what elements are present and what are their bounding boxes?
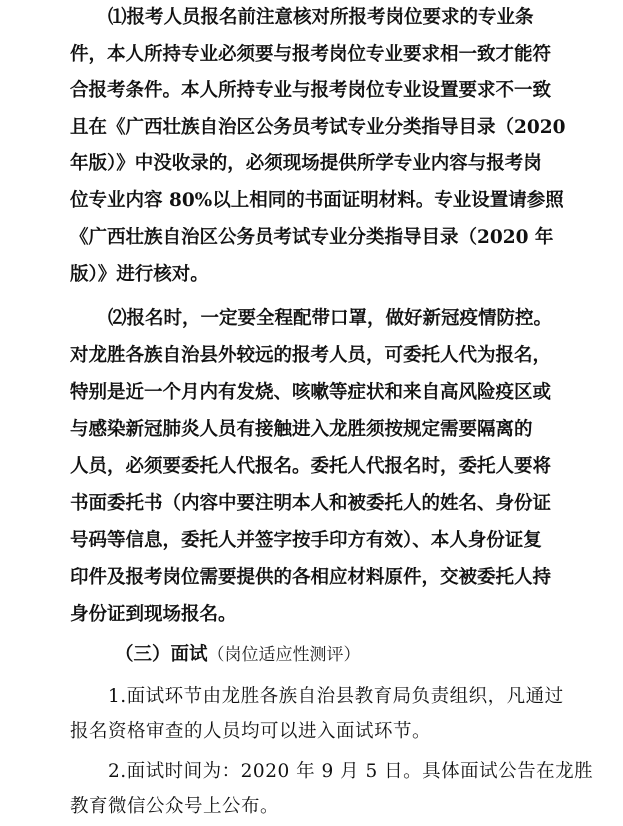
paragraph-2-line-5: 人员，必须要委托人代报名。委托人代报名时，委托人要将 [70,456,552,477]
paragraph-1-line-7: 《广西壮族自治区公务员考试专业分类指导目录（2020 年 [70,227,554,248]
paragraph-2-line-6: 书面委托书（内容中要注明本人和被委托人的姓名、身份证 [70,493,552,514]
paragraph-1-line-5: 年版）》中没收录的，必须现场提供所学专业内容与报考岗 [70,153,542,174]
paragraph-2-line-4: 与感染新冠肺炎人员有接触进入龙胜须按规定需要隔离的 [70,419,533,440]
item-2-line-2: 教育微信公众号上公布。 [70,796,280,817]
item-1-line-2: 报名资格审查的人员均可以进入面试环节。 [70,721,432,742]
section-heading-subtitle: （岗位适应性测评） [207,645,361,665]
paragraph-2-line-7: 号码等信息，委托人并签字按手印方有效）、本人身份证复 [70,530,542,551]
paragraph-2-line-8: 印件及报考岗位需要提供的各相应材料原件，交被委托人持 [70,567,552,588]
paragraph-1-line-8: 版）》进行核对。 [70,264,209,285]
section-heading-title: （三）面试 [115,644,208,665]
paragraph-1-line-1: ⑴报考人员报名前注意核对所报考岗位要求的专业条 [108,7,534,28]
item-2-line-1: 2.面试时间为：2020 年 9 月 5 日。具体面试公告在龙胜 [108,761,594,782]
paragraph-1-line-6: 位专业内容 80%以上相同的书面证明材料。专业设置请参照 [70,190,564,211]
paragraph-1-line-3: 合报考条件。本人所持专业与报考岗位专业设置要求不一致 [70,80,552,101]
paragraph-1-line-2: 件，本人所持专业必须要与报考岗位专业要求相一致才能符 [70,44,552,65]
paragraph-2-line-3: 特别是近一个月内有发烧、咳嗽等症状和来自高风险疫区或 [70,382,552,403]
paragraph-2-line-9: 身份证到现场报名。 [70,604,237,625]
section-heading [115,641,570,669]
paragraph-1-line-4: 且在《广西壮族自治区公务员考试专业分类指导目录（2020 [70,117,566,138]
paragraph-2-line-2: 对龙胜各族自治县外较远的报考人员，可委托人代为报名， [70,345,552,366]
item-1-line-1: 1.面试环节由龙胜各族自治县教育局负责组织，凡通过 [108,686,564,707]
paragraph-2-line-1: ⑵报名时，一定要全程配带口罩，做好新冠疫情防控。 [108,308,553,329]
